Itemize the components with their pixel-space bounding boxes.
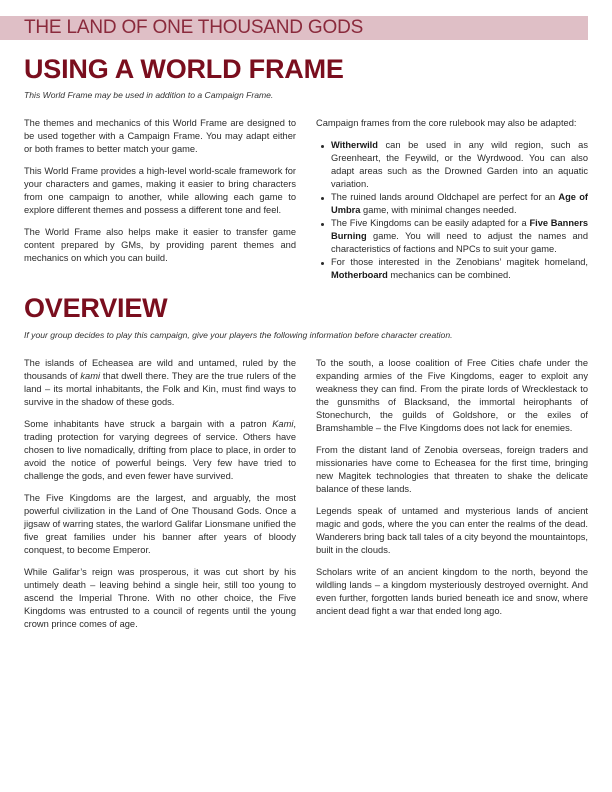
overview-left-column bbox=[24, 357, 296, 640]
paragraph: Legends speak of untamed and mysterious lands of ancient magic and gods, where the you can enter the realms of the dead. Wanderers bring back tall tales of a city beyond the mountaintops, built in the clouds. bbox=[316, 506, 588, 555]
paragraph: Scholars write of an ancient kingdom to the north, beyond the wildling lands – a kingdom mysteriously destroyed overnight. And even further, forgotten lands buried beneath ice and snow, where ancient dead fight a war that ended long ago. bbox=[316, 567, 588, 616]
campaign-frame-list bbox=[316, 139, 588, 282]
list-item-five-banners-burning: The Five Kingdoms can be easily adapted for a Five Banners Burning game. You will need to adjust the names and characteristics of factions and NPCs to suit your game. bbox=[331, 218, 588, 254]
section-subtitle-world-frame: This World Frame may be used in addition to a Campaign Frame. bbox=[24, 90, 274, 100]
list-item-motherboard: For those interested in the Zenobians’ magitek homeland, Motherboard mechanics can be combined. bbox=[331, 257, 588, 280]
paragraph: The Five Kingdoms are the largest, and arguably, the most powerful civilization in the Land of One Thousand Gods. Once a jigsaw of warring states, the warlord Galifar Lionsmane unified the five great families under his banner after years of bloody conquest, to become Emperor. bbox=[24, 493, 296, 555]
world-frame-right-column bbox=[316, 117, 588, 282]
term-kami: Kami bbox=[272, 419, 294, 429]
list-item-age-of-umbra: The ruined lands around Oldchapel are perfect for an Age of Umbra game, with minimal changes needed. bbox=[331, 192, 588, 215]
bullet-intro: Campaign frames from the core rulebook may also be adapted: bbox=[316, 118, 577, 128]
header-band bbox=[0, 16, 588, 40]
paragraph: The World Frame also helps make it easier to transfer game content prepared by GMs, by providing parent themes and mechanics on which you can build. bbox=[24, 227, 296, 263]
frame-name: Age of Umbra bbox=[331, 192, 588, 215]
book-title: THE LAND OF ONE THOUSAND GODS bbox=[24, 17, 364, 38]
overview-right-column bbox=[316, 357, 588, 627]
paragraph: To the south, a loose coalition of Free Cities chafe under the expanding armies of the Five Kingdoms, eager to exploit any weakness they can find. From the pirate lords of Wrecklestack to the gunsmiths of Blacksand, the immortal heirophants of Stonechurch, the guilds of Goldshore, or the exiles of Bramshamble – the FIve Kingdoms does not lack for enemies. bbox=[316, 358, 588, 433]
frame-name: Five Banners Burning bbox=[331, 218, 588, 241]
paragraph: While Galifar’s reign was prosperous, it was cut short by his untimely death – leaving behind a single heir, still too young to ascend the Imperial Throne. With no other choice, the Five Kingdoms was entrusted to a council of regents until the young crown prince comes of age. bbox=[24, 567, 296, 629]
frame-name: Motherboard bbox=[331, 270, 388, 280]
section-subtitle-overview: If your group decides to play this campaign, give your players the following information before character creation. bbox=[24, 330, 453, 340]
paragraph: Some inhabitants have struck a bargain with a patron Kami, trading protection for varying degrees of service. Others have chosen to live nomadically, drifting from place to place, in order to avoid the notice of powerful beings. Very few have tried to challenge the gods, and even fewer have survived. bbox=[24, 419, 296, 481]
paragraph: The themes and mechanics of this World Frame are designed to be used together with a Campaign Frame. You may adapt either or both frames to better match your game. bbox=[24, 118, 296, 154]
world-frame-left-column bbox=[24, 117, 296, 274]
list-item-witherwild: Witherwild can be used in any wild region, such as Greenheart, the Feywild, or the Wyrdwood. You can also adapt areas such as the Drowned Garden into an aquatic variation. bbox=[331, 140, 588, 189]
section-heading-world-frame: USING A WORLD FRAME bbox=[24, 54, 344, 84]
paragraph: This World Frame provides a high-level world-scale framework for your characters and games, making it easier to bring characters from one campaign to another, while allowing each game to explore different themes and possess a different tone and feel. bbox=[24, 166, 296, 215]
frame-name: Witherwild bbox=[331, 140, 378, 150]
paragraph: From the distant land of Zenobia overseas, foreign traders and missionaries have come to Echeasea for the first time, bringing new Magitek technologies that threaten to shake the delicate balance of these lands. bbox=[316, 445, 588, 494]
paragraph: The islands of Echeasea are wild and untamed, ruled by the thousands of kami that dwell there. They are the true rulers of the land – its mortal inhabitants, the Folk and Kin, must find ways to survive in the shadow of these gods. bbox=[24, 358, 296, 407]
term-kami: kami bbox=[80, 371, 101, 381]
section-heading-overview: OVERVIEW bbox=[24, 293, 168, 323]
